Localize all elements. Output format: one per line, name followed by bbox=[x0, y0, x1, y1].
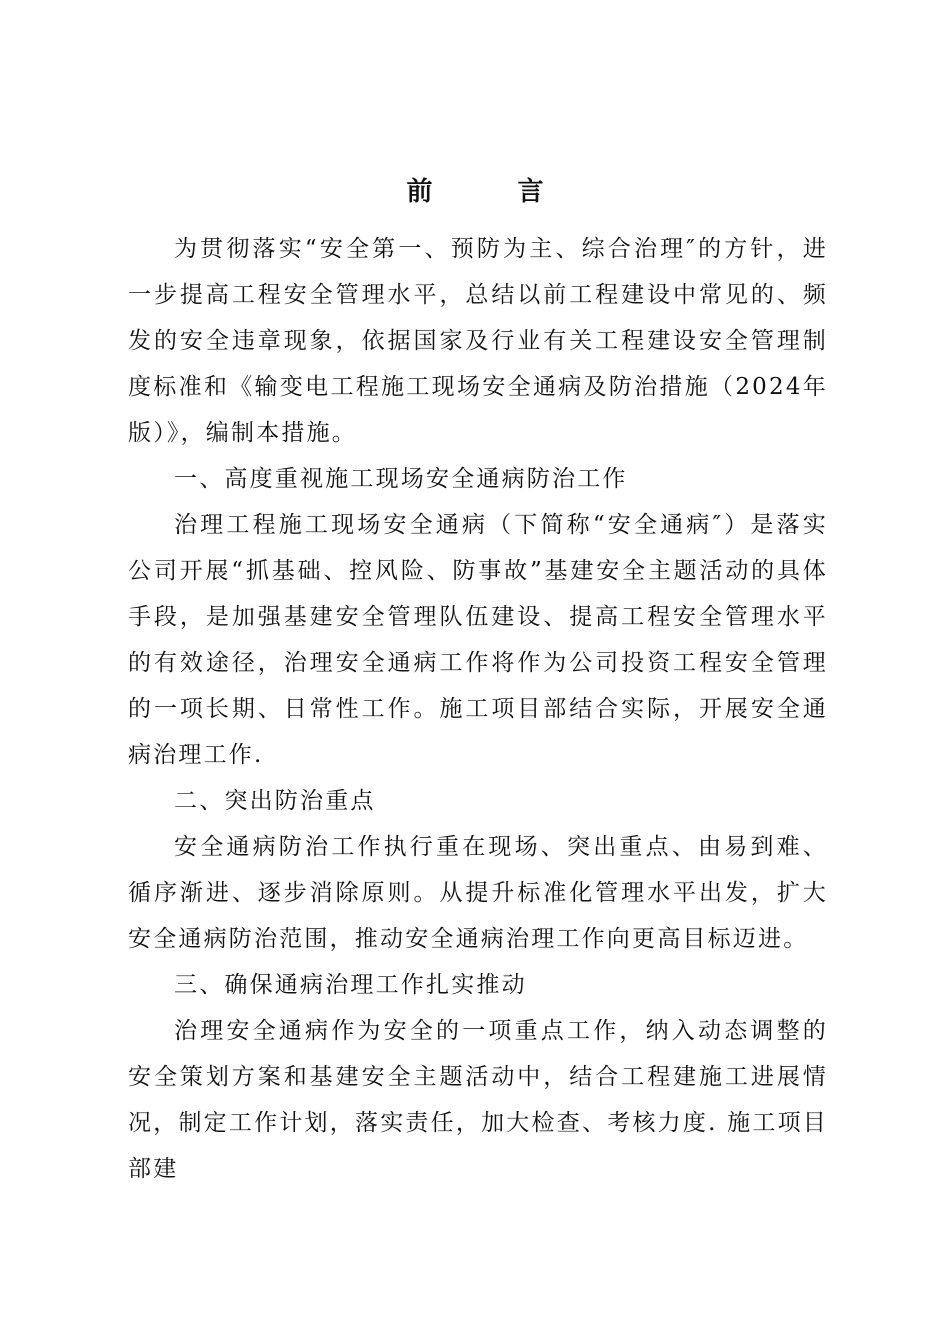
section-heading-3: 三、确保通病治理工作扎实推动 bbox=[174, 972, 527, 998]
section-heading-1: 一、高度重视施工现场安全通病防治工作 bbox=[174, 466, 628, 492]
section-3-paragraph: 治理安全通病作为安全的一项重点工作，纳入动态调整的安全策划方案和基建安全主题活动中，结合工程建施工进展情况，制定工作计划，落实责任，加大检查、考核力度. 施工项目部建 bbox=[128, 1018, 828, 1182]
document-body bbox=[128, 226, 828, 1192]
intro-paragraph: 为贯彻落实“安全第一、预防为主、综合治理″的方针，进一步提高工程安全管理水平，总结以前工程建设中常见的、频发的安全违章现象，依据国家及行业有关工程建设安全管理制度标准和《输变电工程施工现场安全通病及防治措施（2024年版）》，编制本措施。 bbox=[128, 236, 828, 446]
document-title: 前 言 bbox=[406, 177, 582, 207]
section-2-paragraph: 安全通病防治工作执行重在现场、突出重点、由易到难、循序渐进、逐步消除原则。从提升标准化管理水平出发，扩大安全通病防治范围，推动安全通病治理工作向更高目标迈进。 bbox=[128, 834, 828, 952]
section-1-paragraph: 治理工程施工现场安全通病（下简称“安全通病″）是落实公司开展“抓基础、控风险、防事故”基建安全主题活动的具体手段，是加强基建安全管理队伍建设、提高工程安全管理水平的有效途径，治理安全通病工作将作为公司投资工程安全管理的一项长期、日常性工作。施工项目部结合实际，开展安全通病治理工作. bbox=[128, 512, 828, 768]
section-heading-2: 二、突出防治重点 bbox=[174, 788, 376, 814]
